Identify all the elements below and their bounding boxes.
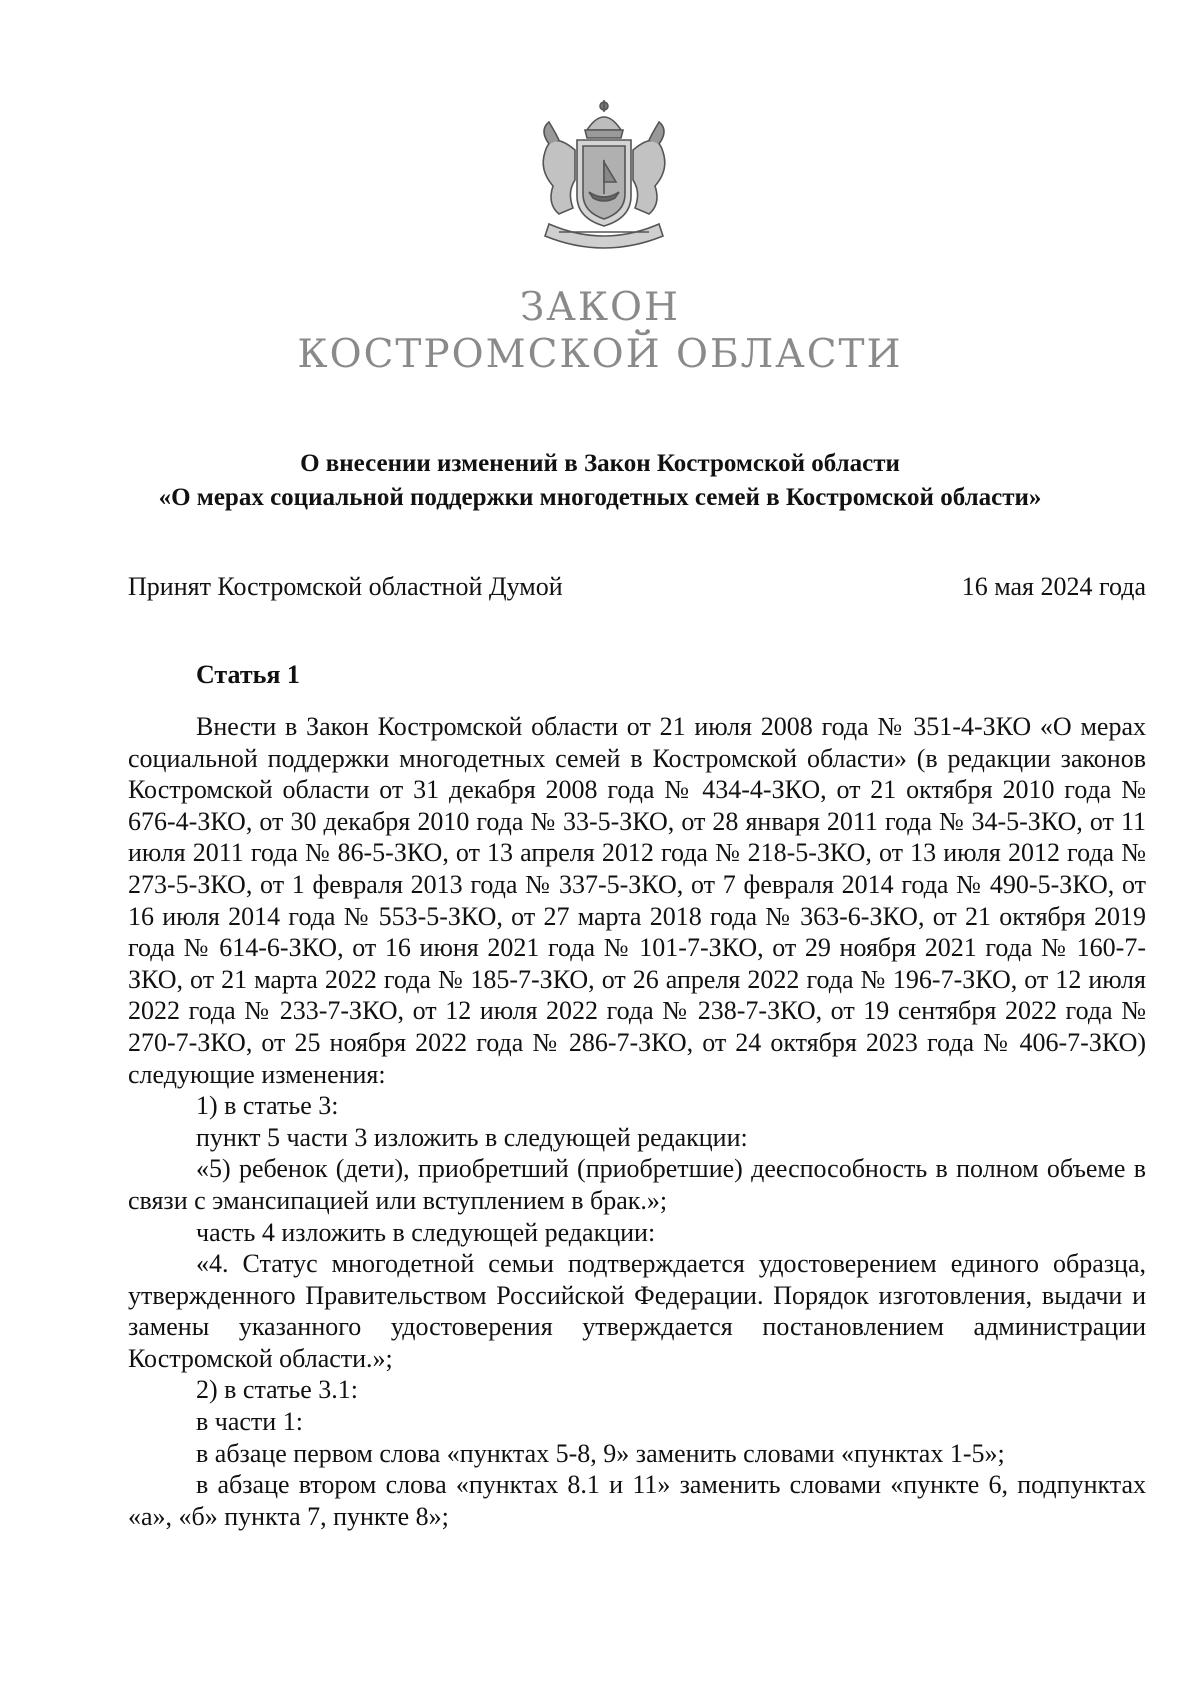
paragraph: в абзаце первом слова «пунктах 5-8, 9» заменить словами «пунктах 1-5»; xyxy=(196,1438,1005,1468)
article-body xyxy=(128,711,1146,1532)
coat-of-arms-icon xyxy=(519,100,689,262)
law-heading: ЗАКОН xyxy=(519,285,680,330)
article-heading: Статья 1 xyxy=(196,660,300,689)
paragraph: 2) в статье 3.1: xyxy=(196,1375,359,1405)
adopted-date: 16 мая 2024 года xyxy=(961,572,1146,601)
paragraph: «5) ребенок (дети), приобретший (приобретшие) дееспособность в полном объеме в связи с эмансипацией или вступлением в брак.»; xyxy=(128,1154,1146,1215)
region-heading: КОСТРОМСКОЙ ОБЛАСТИ xyxy=(297,332,903,377)
paragraph-intro: Внести в Закон Костромской области от 21 июля 2008 года № 351-4-ЗКО «О мерах социальной поддержки многодетных семей в Костромской области» (в редакции законов Костромской области от 31 декабря 2008 года № 434-4-ЗКО, от 21 октября 2010 года № 676-4-ЗКО, от 30 декабря 2010 года № 33-5-ЗКО, от 28 января 2011 года № 34-5-ЗКО, от 11 июля 2011 года № 86-5-ЗКО, от 13 апреля 2012 года № 218-5-ЗКО, от 13 июля 2012 года № 273-5-ЗКО, от 1 февраля 2013 года № 337-5-ЗКО, от 7 февраля 2014 года № 490-5-ЗКО, от 16 июля 2014 года № 553-5-ЗКО, от 27 марта 2018 года № 363-6-ЗКО, от 21 октября 2019 года № 614-6-ЗКО, от 16 июня 2021 года № 101-7-ЗКО, от 29 ноября 2021 года № 160-7-ЗКО, от 21 марта 2022 года № 185-7-ЗКО, от 26 апреля 2022 года № 196-7-ЗКО, от 12 июля 2022 года № 233-7-ЗКО, от 12 июля 2022 года № 238-7-ЗКО, от 19 сентября 2022 года № 270-7-ЗКО, от 25 ноября 2022 года № 286-7-ЗКО, от 24 октября 2023 года № 406-7-ЗКО) следующие изменения: xyxy=(128,712,1146,1089)
paragraph: 1) в статье 3: xyxy=(196,1091,339,1121)
paragraph: часть 4 изложить в следующей редакции: xyxy=(196,1217,656,1247)
paragraph: пункт 5 части 3 изложить в следующей редакции: xyxy=(196,1122,748,1152)
title-line: О внесении изменений в Закон Костромской области xyxy=(300,450,900,477)
paragraph: «4. Статус многодетной семьи подтверждается удостоверением единого образца, утвержденного Правительством Российской Федерации. Порядок изготовления, выдачи и замены указанного удостоверения утверждается постановлением администрации Костромской области.»; xyxy=(128,1249,1146,1373)
title-line: «О мерах социальной поддержки многодетных семей в Костромской области» xyxy=(158,484,1042,511)
document-title xyxy=(0,447,1200,515)
paragraph: в части 1: xyxy=(196,1407,303,1437)
paragraph: в абзаце втором слова «пунктах 8.1 и 11» заменить словами «пункте 6, подпунктах «а», «б» пункта 7, пункте 8»; xyxy=(128,1470,1146,1531)
adoption-line xyxy=(128,570,1146,604)
adopted-by: Принят Костромской областной Думой xyxy=(128,572,563,601)
